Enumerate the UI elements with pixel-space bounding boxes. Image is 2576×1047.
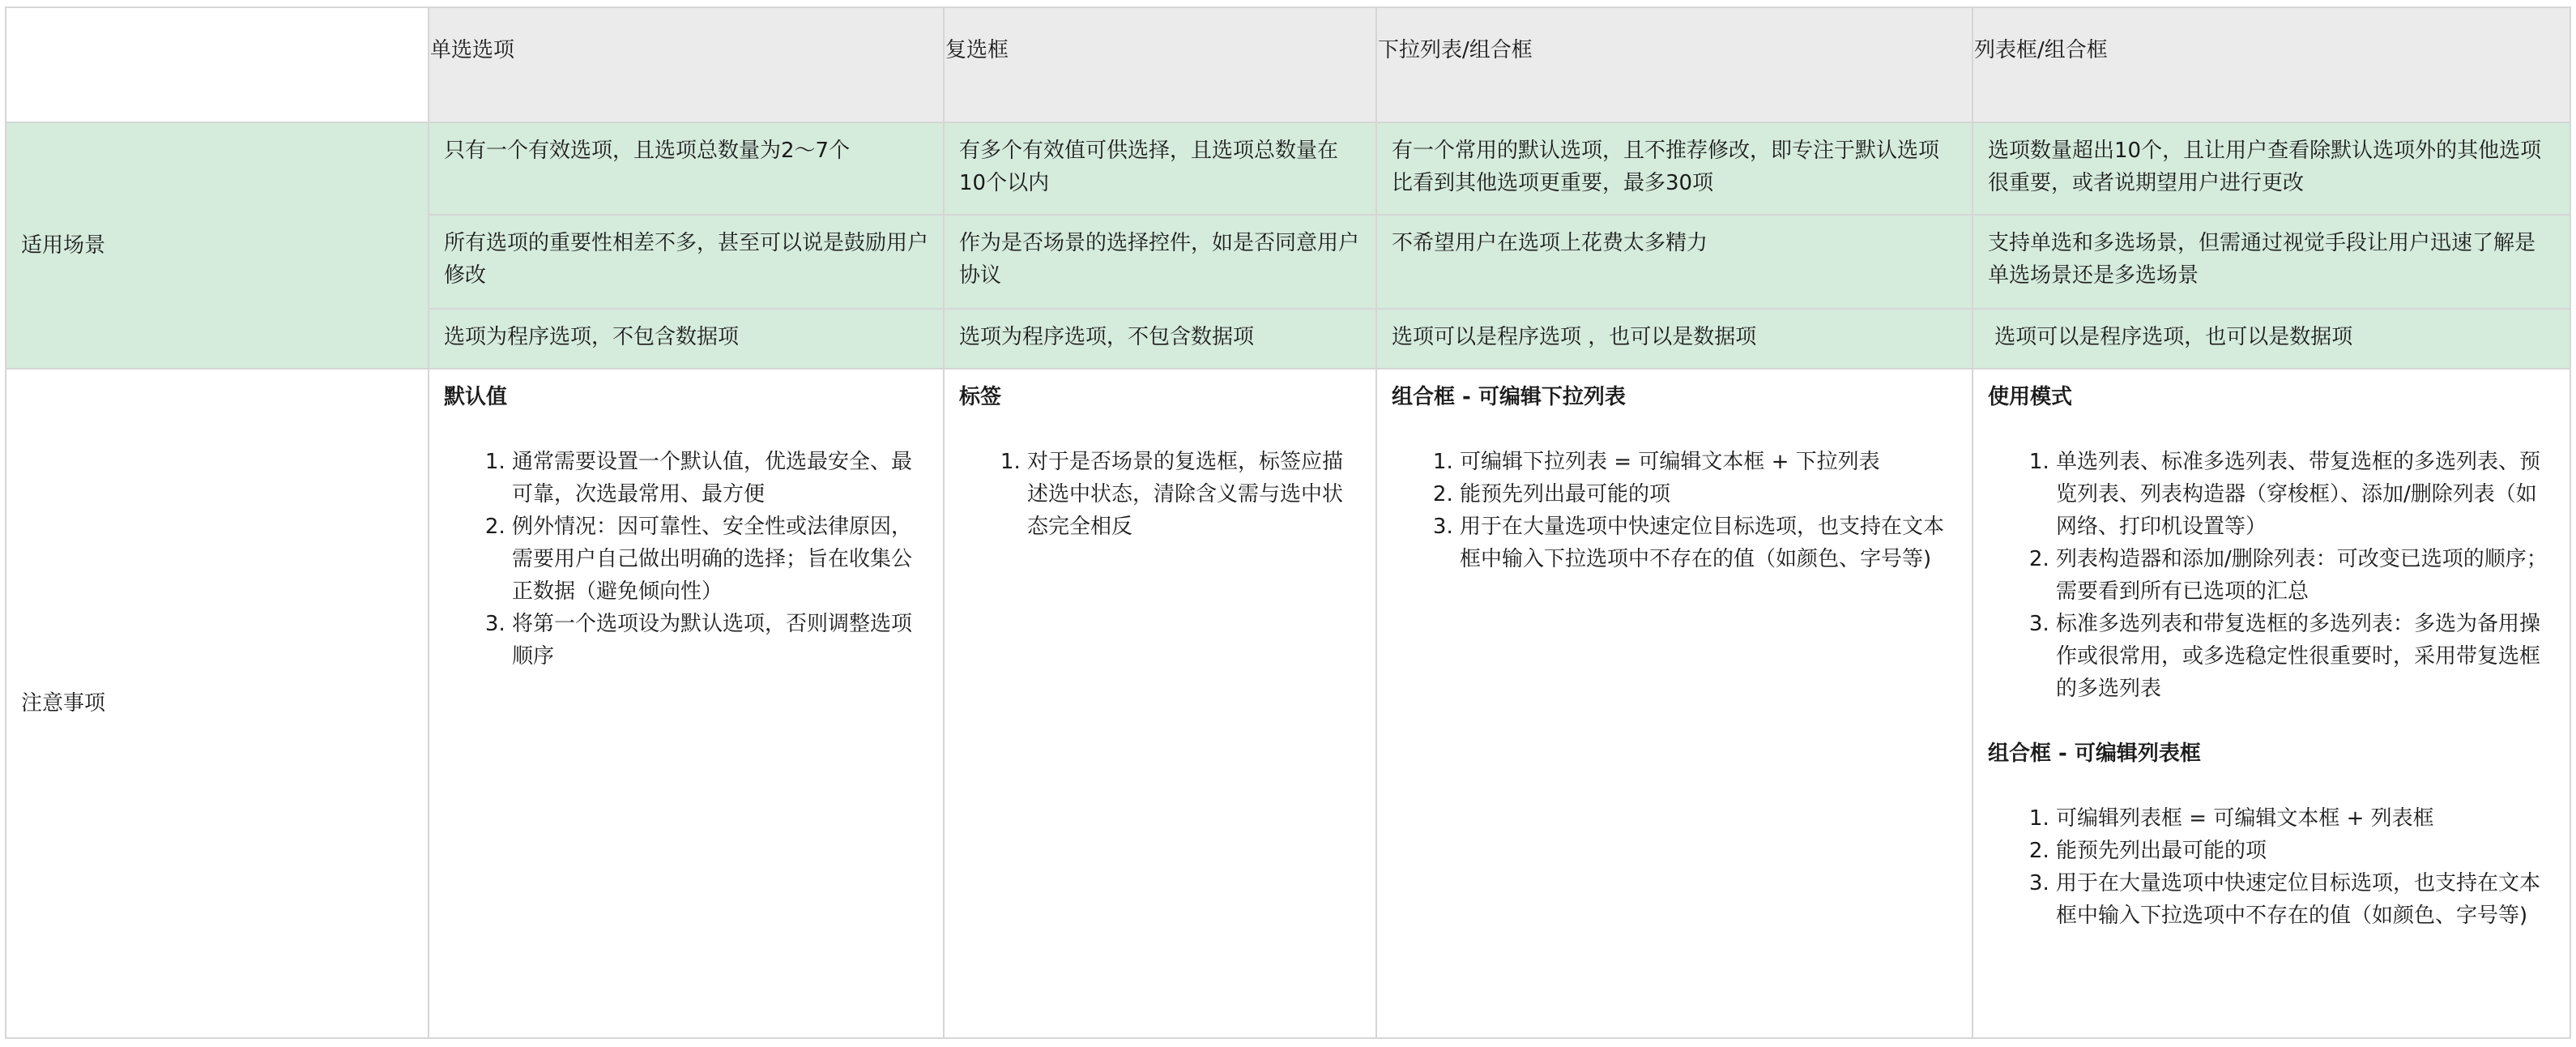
list-item: 3. 将第一个选项设为默认选项，否则调整选项顺序 <box>512 608 928 673</box>
scenario-cell: 选项为程序选项，不包含数据项 <box>944 309 1376 369</box>
ordered-list <box>1392 446 1957 575</box>
scenario-cell: 选项为程序选项，不包含数据项 <box>429 309 944 369</box>
scenario-cell: 不希望用户在选项上花费太多精力 <box>1376 215 1973 309</box>
scenario-cell: 只有一个有效选项，且选项总数量为2～7个 <box>429 122 944 215</box>
list-item: 3. 用于在大量选项中快速定位目标选项，也支持在文本框中输入下拉选项中不存在的值（如颜色、字号等) <box>1460 511 1957 575</box>
list-item: 2. 能预先列出最可能的项 <box>2056 835 2555 867</box>
section-title: 标签 <box>959 385 1002 409</box>
scenario-cell: 作为是否场景的选择控件，如是否同意用户协议 <box>944 215 1376 309</box>
notes-cell-radio <box>429 369 944 1038</box>
column-header-radio: 单选选项 <box>429 7 944 122</box>
column-header-listbox: 列表框/组合框 <box>1973 7 2570 122</box>
row-label-scenario: 适用场景 <box>6 122 429 369</box>
scenario-cell: 支持单选和多选场景，但需通过视觉手段让用户迅速了解是单选场景还是多选场景 <box>1973 215 2570 309</box>
list-item: 1. 单选列表、标准多选列表、带复选框的多选列表、预览列表、列表构造器（穿梭框）、添加/删除列表（如网络、打印机设置等） <box>2056 446 2555 543</box>
scenario-row-1 <box>6 122 2570 215</box>
column-header-dropdown: 下拉列表/组合框 <box>1376 7 1973 122</box>
list-item: 2. 例外情况：因可靠性、安全性或法律原因，需要用户自己做出明确的选择；旨在收集公正数据（避免倾向性） <box>512 511 928 608</box>
scenario-cell: 选项可以是程序选项，也可以是数据项 <box>1973 309 2570 369</box>
column-header-checkbox: 复选框 <box>944 7 1376 122</box>
section-title: 默认值 <box>444 385 508 409</box>
notes-cell-listbox <box>1973 369 2570 1038</box>
section-title: 组合框 - 可编辑列表框 <box>1988 741 2201 766</box>
scenario-cell: 有一个常用的默认选项，且不推荐修改，即专注于默认选项比看到其他选项更重要，最多30项 <box>1376 122 1973 215</box>
comparison-table <box>5 6 2571 1039</box>
list-item: 1. 可编辑下拉列表 = 可编辑文本框 + 下拉列表 <box>1460 446 1957 478</box>
scenario-cell: 选项可以是程序选项 ，也可以是数据项 <box>1376 309 1973 369</box>
notes-cell-dropdown <box>1376 369 1973 1038</box>
list-item: 1. 对于是否场景的复选框，标签应描述选中状态，清除含义需与选中状态完全相反 <box>1027 446 1361 543</box>
ordered-list <box>959 446 1361 543</box>
row-label-notes: 注意事项 <box>6 369 429 1038</box>
scenario-cell: 选项数量超出10个，且让用户查看除默认选项外的其他选项很重要，或者说期望用户进行更改 <box>1973 122 2570 215</box>
list-item: 1. 可编辑列表框 = 可编辑文本框 + 列表框 <box>2056 802 2555 835</box>
scenario-cell: 所有选项的重要性相差不多，甚至可以说是鼓励用户修改 <box>429 215 944 309</box>
list-item: 1. 通常需要设置一个默认值，优选最安全、最可靠，次选最常用、最方便 <box>512 446 928 511</box>
notes-row <box>6 369 2570 1038</box>
section-title: 使用模式 <box>1988 385 2073 409</box>
list-item: 2. 能预先列出最可能的项 <box>1460 478 1957 511</box>
header-row <box>6 7 2570 122</box>
list-item: 3. 标准多选列表和带复选框的多选列表：多选为备用操作或很常用，或多选稳定性很重要时，采用带复选框的多选列表 <box>2056 608 2555 705</box>
ordered-list <box>1988 802 2555 932</box>
notes-cell-checkbox <box>944 369 1376 1038</box>
corner-cell <box>6 7 429 122</box>
list-item: 2. 列表构造器和添加/删除列表：可改变已选项的顺序；需要看到所有已选项的汇总 <box>2056 543 2555 608</box>
section-title: 组合框 - 可编辑下拉列表 <box>1392 385 1626 409</box>
scenario-cell: 有多个有效值可供选择，且选项总数量在10个以内 <box>944 122 1376 215</box>
ordered-list <box>1988 446 2555 705</box>
ordered-list <box>444 446 928 673</box>
list-item: 3. 用于在大量选项中快速定位目标选项，也支持在文本框中输入下拉选项中不存在的值（如颜色、字号等) <box>2056 867 2555 932</box>
